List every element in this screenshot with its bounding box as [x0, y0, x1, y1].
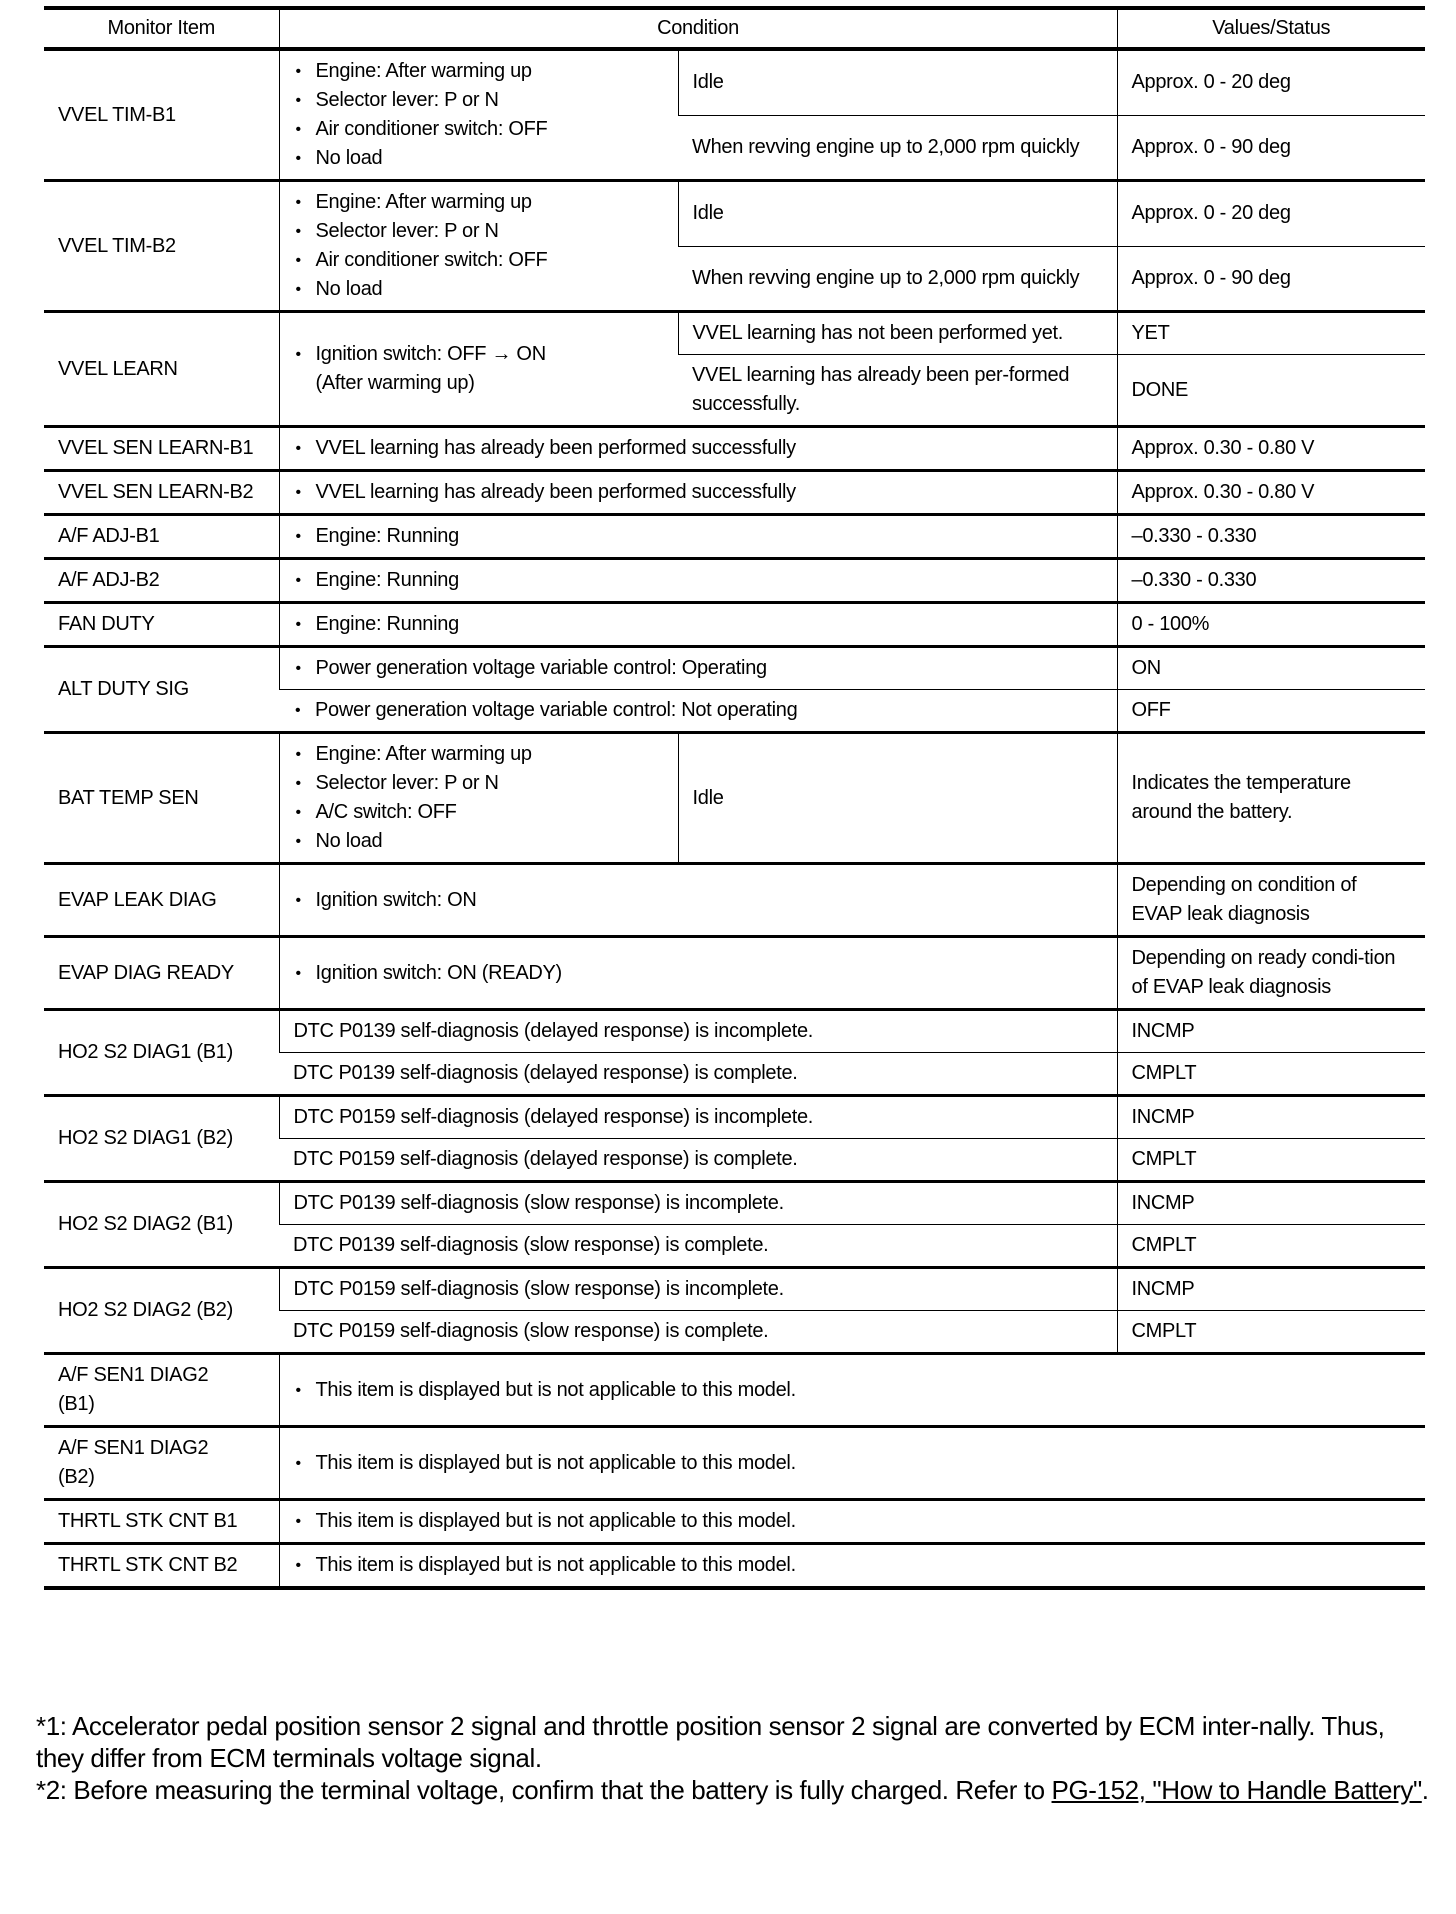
footnote-1: *1: Accelerator pedal position sensor 2 signal and throttle position sensor 2 signal are converted by ECM inter-nally. Thus, they differ from ECM terminals voltage signal. — [36, 1711, 1385, 1773]
value-status: Approx. 0.30 - 0.80 V — [1117, 471, 1425, 515]
condition-text: • Engine: Running — [294, 610, 1103, 639]
condition-bullets — [279, 49, 678, 181]
table-row — [44, 1182, 1425, 1225]
monitor-item-name: VVEL SEN LEARN-B1 — [44, 427, 279, 471]
condition-note: (After warming up) — [315, 372, 475, 394]
value-status: CMPLT — [1117, 1053, 1425, 1096]
header-condition: Condition — [279, 8, 1117, 49]
value-status: 0 - 100% — [1117, 603, 1425, 647]
table-row — [44, 1500, 1425, 1544]
condition-text: DTC P0139 self-diagnosis (delayed response) is incomplete. — [293, 1020, 814, 1042]
condition-text: • Engine: Running — [294, 522, 1103, 551]
condition-bullet: • Selector lever: P or N — [294, 217, 664, 246]
condition-bullet: • A/C switch: OFF — [294, 798, 664, 827]
value-status: Approx. 0.30 - 0.80 V — [1117, 427, 1425, 471]
table-row — [44, 471, 1425, 515]
condition — [279, 1354, 1425, 1427]
value-status: CMPLT — [1117, 1225, 1425, 1268]
sub-condition: VVEL learning has already been per-formed successfully. — [678, 355, 1117, 427]
monitor-item-name: VVEL LEARN — [44, 312, 279, 427]
value-status: CMPLT — [1117, 1311, 1425, 1354]
value-status: –0.330 - 0.330 — [1117, 515, 1425, 559]
monitor-item-name: THRTL STK CNT B1 — [44, 1500, 279, 1544]
condition-text: DTC P0159 self-diagnosis (slow response) is incomplete. — [293, 1278, 784, 1300]
value-status: ON — [1117, 647, 1425, 690]
condition — [279, 515, 1117, 559]
condition — [279, 1139, 1117, 1182]
table-row — [44, 1268, 1425, 1311]
sub-condition: Idle — [678, 733, 1117, 864]
condition-bullet: • Engine: After warming up — [294, 188, 664, 217]
sub-condition: Idle — [678, 49, 1117, 115]
condition — [279, 603, 1117, 647]
monitor-item-name: VVEL TIM-B1 — [44, 49, 279, 181]
table-header-row — [44, 8, 1425, 49]
condition — [279, 1010, 1117, 1053]
monitor-item-name: EVAP DIAG READY — [44, 937, 279, 1010]
condition-text: • This item is displayed but is not applicable to this model. — [294, 1507, 1412, 1536]
condition — [279, 1500, 1425, 1544]
monitor-item-name: A/F ADJ-B1 — [44, 515, 279, 559]
monitor-item-name: VVEL SEN LEARN-B2 — [44, 471, 279, 515]
value-status: INCMP — [1117, 1096, 1425, 1139]
table-row — [44, 864, 1425, 937]
monitor-item-name: FAN DUTY — [44, 603, 279, 647]
footnote-2-text: *2: Before measuring the terminal voltage, confirm that the battery is fully charged. Refer to — [36, 1775, 1052, 1805]
condition-text: • This item is displayed but is not applicable to this model. — [294, 1376, 1412, 1405]
value-status: YET — [1117, 312, 1425, 355]
monitor-item-name: A/F ADJ-B2 — [44, 559, 279, 603]
monitor-item-name: BAT TEMP SEN — [44, 733, 279, 864]
header-values-status: Values/Status — [1117, 8, 1425, 49]
condition-text: • Ignition switch: ON — [294, 886, 1103, 915]
value-status: Approx. 0 - 90 deg — [1117, 246, 1425, 312]
condition-text: • Power generation voltage variable control: Not operating — [293, 696, 1103, 725]
condition — [279, 1268, 1117, 1311]
value-status: CMPLT — [1117, 1139, 1425, 1182]
sub-condition: Idle — [678, 181, 1117, 247]
sub-condition: When revving engine up to 2,000 rpm quickly — [678, 246, 1117, 312]
condition — [279, 647, 1117, 690]
condition-bullets — [279, 181, 678, 312]
condition — [279, 1544, 1425, 1589]
monitor-item-name: HO2 S2 DIAG2 (B2) — [44, 1268, 279, 1354]
monitor-item-name: A/F SEN1 DIAG2 (B1) — [44, 1354, 279, 1427]
condition-text: • Power generation voltage variable control: Operating — [294, 654, 1103, 683]
condition — [279, 1427, 1425, 1500]
table-row — [44, 603, 1425, 647]
condition-bullet: • Air conditioner switch: OFF — [294, 115, 664, 144]
footnotes — [36, 1710, 1436, 1806]
table-row — [44, 559, 1425, 603]
condition-bullets — [279, 733, 678, 864]
value-status: Depending on ready condi-tion of EVAP leak diagnosis — [1117, 937, 1425, 1010]
condition — [279, 1096, 1117, 1139]
value-status: INCMP — [1117, 1268, 1425, 1311]
footnote-2-end: . — [1421, 1775, 1429, 1805]
condition-text: DTC P0159 self-diagnosis (delayed response) is complete. — [293, 1148, 798, 1170]
condition — [279, 1311, 1117, 1354]
monitor-item-table — [44, 6, 1425, 1590]
condition-bullet: • No load — [294, 144, 664, 173]
monitor-item-name: EVAP LEAK DIAG — [44, 864, 279, 937]
condition-bullets — [279, 312, 678, 427]
condition — [279, 1053, 1117, 1096]
value-status: Approx. 0 - 20 deg — [1117, 49, 1425, 115]
value-status: Depending on condition of EVAP leak diagnosis — [1117, 864, 1425, 937]
condition — [279, 471, 1117, 515]
condition-text: DTC P0139 self-diagnosis (delayed response) is complete. — [293, 1062, 798, 1084]
condition-text: DTC P0139 self-diagnosis (slow response) is complete. — [293, 1234, 769, 1256]
battery-handling-link[interactable]: PG-152, "How to Handle Battery" — [1051, 1775, 1422, 1805]
condition — [279, 1225, 1117, 1268]
table-row — [44, 733, 1425, 864]
table-row — [44, 647, 1425, 690]
condition-text: DTC P0139 self-diagnosis (slow response) is incomplete. — [293, 1192, 784, 1214]
monitor-item-name: THRTL STK CNT B2 — [44, 1544, 279, 1589]
value-status: –0.330 - 0.330 — [1117, 559, 1425, 603]
monitor-item-name: A/F SEN1 DIAG2 (B2) — [44, 1427, 279, 1500]
table-row — [44, 1096, 1425, 1139]
condition-bullet: • No load — [294, 275, 664, 304]
table-row — [44, 427, 1425, 471]
table-row — [44, 181, 1425, 247]
value-status: Approx. 0 - 90 deg — [1117, 115, 1425, 180]
monitor-item-name: VVEL TIM-B2 — [44, 181, 279, 312]
table-row — [44, 515, 1425, 559]
footnote-2 — [36, 1774, 1436, 1806]
value-status: DONE — [1117, 355, 1425, 427]
condition-bullet: • Selector lever: P or N — [294, 769, 664, 798]
condition — [279, 427, 1117, 471]
condition — [279, 864, 1117, 937]
condition-bullet: • Ignition switch: OFF → ON — [294, 340, 664, 369]
monitor-item-name: ALT DUTY SIG — [44, 647, 279, 733]
table-row — [44, 1010, 1425, 1053]
monitor-item-name: HO2 S2 DIAG1 (B1) — [44, 1010, 279, 1096]
condition-bullet: • Air conditioner switch: OFF — [294, 246, 664, 275]
table-row — [44, 1544, 1425, 1589]
condition-text: • VVEL learning has already been performed successfully — [294, 478, 1103, 507]
condition-text: • Ignition switch: ON (READY) — [294, 959, 1103, 988]
table-row — [44, 49, 1425, 115]
condition-bullet: • No load — [294, 827, 664, 856]
table-row — [44, 937, 1425, 1010]
monitor-item-name: HO2 S2 DIAG2 (B1) — [44, 1182, 279, 1268]
condition-bullet: • Engine: After warming up — [294, 740, 664, 769]
condition — [279, 559, 1117, 603]
condition-text: DTC P0159 self-diagnosis (slow response) is complete. — [293, 1320, 769, 1342]
table-row — [44, 312, 1425, 355]
table-row — [44, 1427, 1425, 1500]
sub-condition: VVEL learning has not been performed yet. — [678, 312, 1117, 355]
value-status: Indicates the temperature around the battery. — [1117, 733, 1425, 864]
value-status: Approx. 0 - 20 deg — [1117, 181, 1425, 247]
value-status: INCMP — [1117, 1010, 1425, 1053]
sub-condition: When revving engine up to 2,000 rpm quickly — [678, 115, 1117, 180]
monitor-item-name: HO2 S2 DIAG1 (B2) — [44, 1096, 279, 1182]
condition-text: • This item is displayed but is not applicable to this model. — [294, 1449, 1412, 1478]
condition-bullet: • Selector lever: P or N — [294, 86, 664, 115]
condition-bullet: • Engine: After warming up — [294, 57, 664, 86]
table-row — [44, 1354, 1425, 1427]
value-status: INCMP — [1117, 1182, 1425, 1225]
condition — [279, 937, 1117, 1010]
condition-text: • VVEL learning has already been performed successfully — [294, 434, 1103, 463]
condition-text: DTC P0159 self-diagnosis (delayed response) is incomplete. — [293, 1106, 814, 1128]
value-status: OFF — [1117, 690, 1425, 733]
condition-text: • This item is displayed but is not applicable to this model. — [294, 1551, 1412, 1580]
condition — [279, 1182, 1117, 1225]
header-monitor-item: Monitor Item — [44, 8, 279, 49]
condition — [279, 690, 1117, 733]
condition-text: • Engine: Running — [294, 566, 1103, 595]
